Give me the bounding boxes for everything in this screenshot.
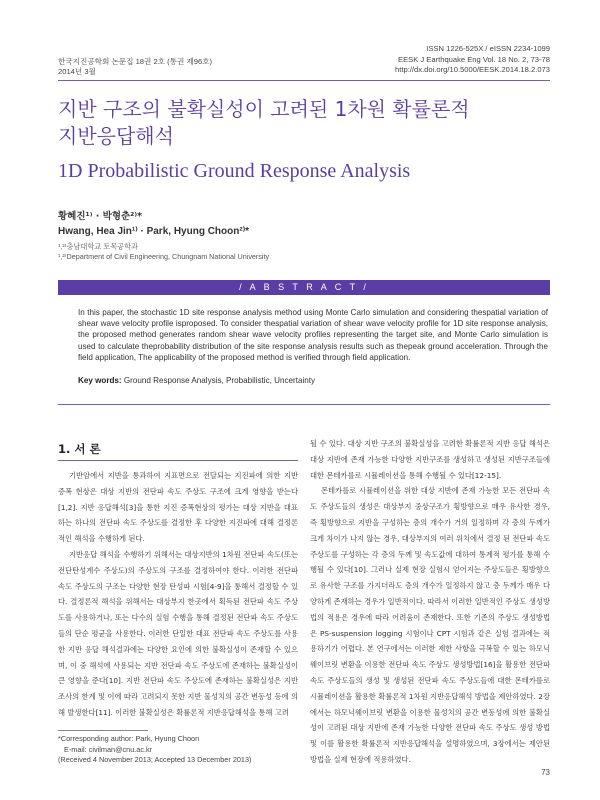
body-paragraph: 기반암에서 지반을 통과하여 지표면으로 전달되는 지진파에 의한 지반 증폭 현상은 대상 지반의 전단파 속도 주상도 구조에 크게 영향을 받는다[1,2]. 지반 응답해석[3]을 통한 지진 증폭현상의 평가는 대상 지반을 대표하는 하나의 전단파 속도 주상도를 결정한 후 다양한 지진파에 대해 결정론적인 해석을 수행하게 된다. bbox=[58, 471, 298, 544]
issue-date-ko: 2014년 3월 bbox=[58, 67, 96, 76]
title-korean-line2: 지반응답해석 bbox=[58, 124, 174, 148]
affiliation-korean: ¹,²⁾충남대학교 토목공학과 bbox=[58, 242, 138, 251]
body-paragraph: 몬테카를로 시뮬레이션을 위한 대상 지반에 존재 가능한 모든 전단파 속도 주상도들의 생성은 대상부지 중상구조가 횡방향으로 매우 유사한 경우, 즉 횡방향으로 지반을 구성하는 층의 개수가 거의 일정하며 각 층의 두께가 크게 차이가 나지 않는 경우, 대상부지의 여러 위치에서 결정 된 전단파 속도 주상도를 구성하는 각 층의 두께 및 속도값에 대하여 통계적 평가를 통해 수행될 수 있다[10]. 그러나 실제 현장 실험시 얻어지는 주상도들은 횡방향으로 유사한 구조를 가지더라도 층의 개수가 일정하지 않고 층 두께가 매우 다양하게 존재하는 경우가 일반적이다. 따라서 이러한 일반적인 주상도 생성방법의 적용은 경우에 따라 어려움이 존재한다. 또한 기존의 주상도 생성방법은 PS-suspension logging 시험이나 CPT 시험과 같은 실험 결과에는 적용하기가 어렵다. 본 연구에서는 이러한 제한 사항을 극복할 수 있는 하모닉 웨이브릿 변환을 이용한 전단파 속도 주상도 생성방법[16]을 활용한 전단파 속도 주상도들의 생성 및 생성된 전단파 속도 주상도들에 대한 몬테카를로 시뮬레이션을 활용한 확률론적 1차원 지반응답해석 방법을 제안하였다. 2장에서는 하모닉웨이브릿 변환을 이용한 물성치의 공간 변동성에 의한 불확실성이 고려된 대상 지반에 존재 가능한 다양한 전단파 속도 주상도 생성 방법 및 이를 활용한 확률론적 지반응답해석을 설명하였으며, 3장에서는 제안된 방법을 실제 현장에 적용하였다. bbox=[310, 486, 550, 764]
journal-header-right bbox=[395, 44, 550, 76]
body-column-right bbox=[310, 436, 550, 768]
abstract-heading-bar: / A B S T R A C T / bbox=[58, 280, 550, 295]
authors-korean: 황혜진¹⁾ · 박형춘²⁾* bbox=[58, 211, 143, 222]
authors-english: Hwang, Hea Jin¹⁾ · Park, Hyung Choon²⁾* bbox=[58, 226, 250, 237]
received-dates: (Received 4 November 2013; Accepted 13 December 2013) bbox=[58, 755, 252, 764]
body-column-left bbox=[58, 468, 298, 721]
section-title-introduction: 1. 서 론 bbox=[58, 442, 101, 456]
body-paragraph: 될 수 있다. 대상 지반 구조의 불확실성을 고려한 확률론적 지반 응답 해석은 대상 지반에 존재 가능한 다양한 지반구조를 생성하고 생성된 지반구조들에 대한 몬테카를로 시뮬레이션을 통해 수행될 수 있다[12-15]. bbox=[310, 439, 550, 480]
body-paragraph: 지반응답 해석을 수행하기 위해서는 대상지반의 1차원 전단파 속도(또는 전단탄성계수 주상도)의 주상도의 구조를 결정하여야 한다. 이러한 전단파 속도 주상도의 구조는 다양한 현장 탄성파 시험[4-9]을 통해서 결정할 수 있다. 결정론적 해석을 위해서는 대상부지 한곳에서 획득된 전단파 속도 주상도를 사용하거나, 또는 다수의 실험 수행을 통해 결정된 전단파 속도 주상도들의 단순 평균을 사용한다. 이러한 단일한 대표 전단파 속도 주상도를 사용한 지반 응답 해석결과에는 다양한 요인에 의한 불확실성이 존재할 수 있으며, 이 중 해석에 사용되는 지반 전단파 속도 주상도에 존재하는 불확실성이 큰 영향을 준다[10]. 지반 전단파 속도 주상도에 존재하는 불확실성은 지반 조사의 한계 및 이에 따라 고려되지 못한 지반 물성치의 공간 변동성 등에 의해 발생한다[11]. 이러한 불확실성은 확률론적 지반응답해석을 통해 고려 bbox=[58, 549, 298, 717]
title-english: 1D Probabilistic Ground Response Analysis bbox=[58, 160, 411, 182]
affiliations bbox=[58, 242, 269, 262]
section-title-underline bbox=[58, 460, 298, 461]
keywords-label: Key words: bbox=[78, 376, 122, 385]
author-email[interactable]: E-mail: civilman@cnu.ac.kr bbox=[64, 744, 153, 754]
footnote bbox=[58, 734, 251, 766]
title-korean bbox=[58, 96, 558, 150]
keywords bbox=[78, 376, 315, 385]
abstract-divider bbox=[58, 404, 550, 405]
keywords-list: Ground Response Analysis, Probabilistic, Uncertainty bbox=[123, 376, 316, 385]
abstract-text: In this paper, the stochastic 1D site response analysis method using Monte Carlo simulation and considering thespatial variation of shear wave velocity profile isproposed. To consider thespatial variation of shear wave velocity profile for 1D site response analysis, the proposed method generates random shear wave velocity profiles representing the target site, and Monte Carlo simulation is used to calculate theprobability distribution of the site response analysis results such as thepeak ground acceleration. Through the field application, The applicability of the proposed method is verified through field application. bbox=[78, 308, 548, 362]
journal-name-ko: 한국지진공학회 논문집 18권 2호 (통권 제96호) bbox=[58, 57, 213, 66]
issn: ISSN 1226-525X / eISSN 2234-1099 bbox=[426, 44, 550, 53]
journal-header-left bbox=[58, 57, 212, 77]
page-number: 73 bbox=[541, 768, 550, 777]
affiliation-english: ¹,²⁾Department of Civil Engineering, Chungnam National University bbox=[58, 252, 270, 261]
title-korean-line1: 지반 구조의 불확실성이 고려된 1차원 확률론적 bbox=[58, 97, 470, 121]
corresponding-author: *Corresponding author: Park, Hyung Choon bbox=[58, 734, 200, 743]
footnote-divider bbox=[58, 730, 148, 731]
doi-link[interactable]: http://dx.doi.org/10.5000/EESK.2014.18.2.073 bbox=[395, 65, 550, 74]
header-divider bbox=[58, 80, 550, 81]
journal-name-en: EESK J Earthquake Eng Vol. 18 No. 2, 73-78 bbox=[398, 54, 550, 64]
